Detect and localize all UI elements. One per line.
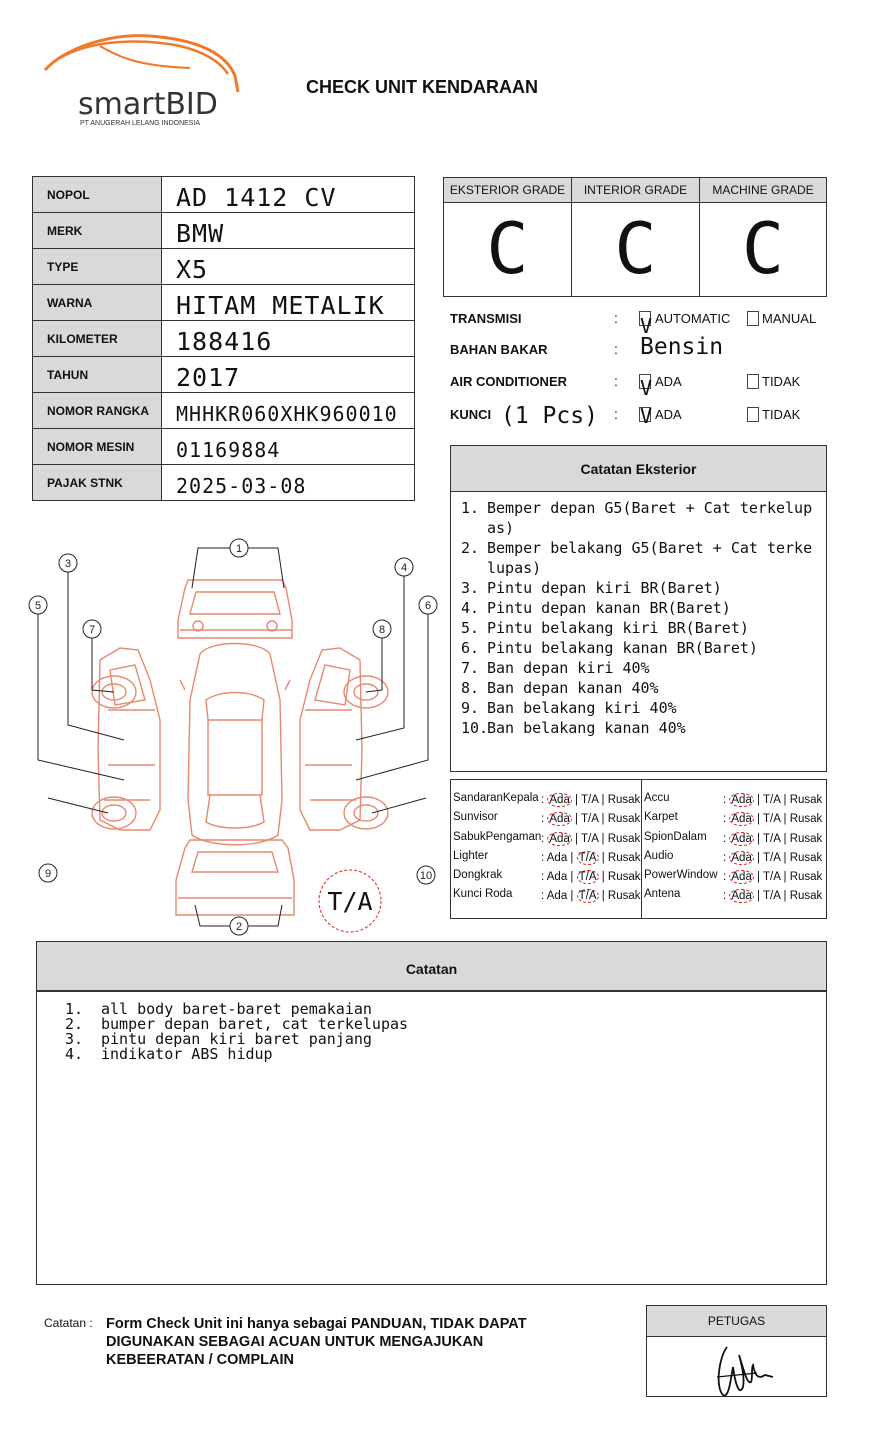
notes-title: Catatan bbox=[37, 942, 826, 992]
checklist-row bbox=[451, 869, 641, 888]
vehicle-info-label: NOPOL bbox=[33, 177, 162, 213]
exterior-note-text: Pintu belakang kiri BR(Baret) bbox=[487, 619, 749, 637]
ac-label: AIR CONDITIONER bbox=[450, 374, 567, 389]
grade-machine bbox=[700, 178, 826, 296]
checklist-options: : Ada | T/A | Rusak bbox=[723, 851, 823, 864]
checklist-item-name: SpionDalam bbox=[644, 830, 707, 843]
checklist-option-rusak[interactable]: Rusak bbox=[607, 794, 641, 806]
checklist-options: : Ada | T/A | Rusak bbox=[541, 832, 641, 845]
damage-marker-label: 7 bbox=[88, 624, 96, 636]
exterior-note-text: Pintu depan kiri BR(Baret) bbox=[487, 579, 722, 597]
exterior-note-text: Pintu belakang kanan BR(Baret) bbox=[487, 639, 758, 657]
bahan-bakar-label: BAHAN BAKAR bbox=[450, 342, 548, 357]
exterior-note-text: Ban depan kanan 40% bbox=[487, 679, 659, 697]
page-title: CHECK UNIT KENDARAAN bbox=[306, 77, 538, 97]
checklist-item-name: Kunci Roda bbox=[453, 888, 513, 901]
grade-value: C bbox=[486, 208, 529, 290]
signature-image bbox=[647, 1337, 828, 1397]
exterior-note-item bbox=[461, 658, 826, 678]
checklist-option-ta[interactable]: T/A bbox=[763, 832, 781, 845]
checklist-option-rusak[interactable]: Rusak bbox=[607, 890, 641, 903]
damage-marker-label: 1 bbox=[235, 543, 243, 555]
checklist-row bbox=[451, 792, 641, 811]
vehicle-info-row bbox=[33, 393, 415, 429]
damage-marker-label: 3 bbox=[64, 558, 72, 570]
checklist-column-right bbox=[642, 780, 826, 918]
colon: : bbox=[614, 310, 618, 326]
vehicle-info-row bbox=[33, 321, 415, 357]
check-mark-icon: V bbox=[640, 314, 653, 338]
checklist-item-name: Antena bbox=[644, 888, 681, 901]
checklist-option-ta[interactable]: T/A bbox=[581, 832, 599, 845]
grade-label: EKSTERIOR GRADE bbox=[444, 178, 571, 203]
checklist-option-ta[interactable]: T/A bbox=[578, 890, 597, 903]
vehicle-info-value: 01169884 bbox=[162, 429, 415, 465]
damage-marker-label: 8 bbox=[378, 624, 386, 636]
vehicle-info-row bbox=[33, 213, 415, 249]
ac-tidak-checkbox[interactable] bbox=[747, 374, 759, 389]
checklist-row bbox=[451, 831, 641, 850]
checklist-row bbox=[451, 850, 641, 869]
vehicle-info-value: X5 bbox=[162, 249, 415, 285]
vehicle-info-label: MERK bbox=[33, 213, 162, 249]
note-text: bumper depan baret, cat terkelupas bbox=[101, 1015, 409, 1033]
vehicle-info-label: WARNA bbox=[33, 285, 162, 321]
exterior-note-number: 4. bbox=[461, 599, 480, 617]
grade-table bbox=[443, 177, 827, 297]
checklist-item-name: Accu bbox=[644, 792, 670, 804]
ac-ada-option: ADA bbox=[655, 374, 682, 389]
exterior-note-text: Ban belakang kiri 40% bbox=[487, 699, 677, 717]
vehicle-info-table bbox=[32, 176, 415, 501]
checklist-option-ta[interactable]: T/A bbox=[578, 851, 597, 864]
grade-interior bbox=[572, 178, 700, 296]
note-text: pintu depan kiri baret panjang bbox=[101, 1030, 372, 1048]
checklist-row bbox=[642, 869, 826, 888]
note-number: 3. bbox=[65, 1030, 84, 1048]
grade-label: INTERIOR GRADE bbox=[572, 178, 699, 203]
checklist-option-ada[interactable]: Ada bbox=[731, 832, 752, 845]
damage-marker-label: 9 bbox=[44, 868, 52, 880]
vehicle-info-row bbox=[33, 285, 415, 321]
checklist-options: : Ada | T/A | Rusak bbox=[541, 890, 641, 903]
checklist-option-ada[interactable]: Ada bbox=[546, 851, 568, 864]
checklist-row bbox=[642, 831, 826, 850]
grade-value: C bbox=[614, 208, 657, 290]
vehicle-info-label: TAHUN bbox=[33, 357, 162, 393]
ta-stamp: T/A bbox=[327, 887, 373, 916]
vehicle-info-value: 2017 bbox=[162, 357, 415, 393]
note-number: 1. bbox=[65, 1000, 84, 1018]
checklist-option-ada[interactable]: Ada bbox=[546, 871, 568, 884]
company-logo bbox=[40, 28, 245, 130]
checklist-item-name: SabukPengaman bbox=[453, 830, 542, 843]
checklist-item-name: Dongkrak bbox=[453, 869, 503, 882]
note-number: 4. bbox=[65, 1045, 84, 1063]
checklist-option-rusak[interactable]: Rusak bbox=[789, 851, 823, 864]
kunci-count: (1 Pcs) bbox=[501, 403, 598, 429]
damage-marker-label: 6 bbox=[424, 600, 432, 612]
checklist-options: : Ada | T/A | Rusak bbox=[723, 813, 823, 826]
checklist-options: : Ada | T/A | Rusak bbox=[541, 813, 641, 826]
checklist-options: : Ada | T/A | Rusak bbox=[723, 871, 823, 884]
exterior-note-number: 9. bbox=[461, 699, 480, 717]
checklist-row bbox=[451, 888, 641, 907]
vehicle-info-value: HITAM METALIK bbox=[162, 285, 415, 321]
car-damage-diagram bbox=[20, 530, 440, 940]
checklist-option-rusak[interactable]: Rusak bbox=[607, 851, 641, 864]
exterior-note-item bbox=[461, 598, 826, 618]
checklist-option-ada[interactable]: Ada bbox=[731, 890, 752, 903]
exterior-note-text: Bemper depan G5(Baret + Cat terkelup as) bbox=[487, 499, 813, 537]
marker-leaders bbox=[38, 548, 428, 926]
damage-marker-label: 5 bbox=[34, 600, 42, 612]
exterior-note-item bbox=[461, 578, 826, 598]
exterior-note-number: 3. bbox=[461, 579, 480, 597]
checklist-item-name: Sunvisor bbox=[453, 811, 498, 824]
exterior-note-item bbox=[461, 638, 826, 658]
vehicle-info-label: TYPE bbox=[33, 249, 162, 285]
manual-option: MANUAL bbox=[762, 311, 817, 326]
checklist-item-name: Lighter bbox=[453, 849, 489, 862]
exterior-note-text: Bemper belakang G5(Baret + Cat terke lupas) bbox=[487, 539, 813, 577]
kunci-label: KUNCI bbox=[450, 407, 492, 422]
kunci-tidak-option: TIDAK bbox=[762, 407, 801, 422]
checklist-option-ada[interactable]: Ada bbox=[731, 794, 752, 806]
exterior-note-item bbox=[461, 678, 826, 698]
checklist-column-left bbox=[451, 780, 642, 918]
note-number: 2. bbox=[65, 1015, 84, 1033]
damage-marker-label: 10 bbox=[419, 870, 433, 882]
checklist-item-name: SandaranKepala bbox=[453, 792, 539, 804]
petugas-label: PETUGAS bbox=[647, 1306, 826, 1337]
notes-list bbox=[37, 992, 826, 1062]
exterior-note-item bbox=[461, 618, 826, 638]
colon: : bbox=[614, 373, 618, 389]
checklist-option-ta[interactable]: T/A bbox=[763, 813, 781, 826]
checklist-option-rusak[interactable]: Rusak bbox=[607, 832, 641, 845]
vehicle-info-row bbox=[33, 465, 415, 501]
checklist-option-ada[interactable]: Ada bbox=[549, 794, 570, 806]
checklist-item-name: Karpet bbox=[644, 811, 678, 824]
checklist-item-name: Audio bbox=[644, 849, 674, 862]
exterior-note-item bbox=[461, 498, 826, 538]
checklist-option-ta[interactable]: T/A bbox=[578, 871, 597, 884]
checklist-item-name: PowerWindow bbox=[644, 869, 718, 882]
exterior-note-item bbox=[461, 538, 826, 578]
checklist-option-ta[interactable]: T/A bbox=[581, 813, 599, 826]
checklist-row bbox=[642, 888, 826, 907]
vehicle-info-label: NOMOR RANGKA bbox=[33, 393, 162, 429]
checklist-option-ta[interactable]: T/A bbox=[763, 851, 781, 864]
note-item bbox=[65, 1047, 826, 1062]
exterior-note-text: Ban belakang kanan 40% bbox=[487, 719, 686, 737]
vehicle-info-label: PAJAK STNK bbox=[33, 465, 162, 501]
checklist-option-ada[interactable]: Ada bbox=[731, 813, 752, 826]
footer-label: Catatan : bbox=[44, 1316, 93, 1330]
grade-value: C bbox=[741, 208, 785, 290]
interior-checklist bbox=[450, 779, 827, 919]
vehicle-info-value: AD 1412 CV bbox=[162, 177, 415, 213]
checklist-options: : Ada | T/A | Rusak bbox=[541, 794, 641, 806]
vehicle-info-value: 2025-03-08 bbox=[162, 465, 415, 501]
vehicle-info-label: KILOMETER bbox=[33, 321, 162, 357]
checklist-option-rusak[interactable]: Rusak bbox=[789, 794, 823, 806]
check-mark-icon: V bbox=[640, 376, 653, 400]
checklist-option-ta[interactable]: T/A bbox=[763, 794, 781, 806]
footer-disclaimer: Form Check Unit ini hanya sebagai PANDUAN, TIDAK DAPAT DIGUNAKAN SEBAGAI ACUAN UNTUK MENGAJUKAN KEBEERATAN / COMPLAIN bbox=[106, 1316, 527, 1368]
checklist-option-rusak[interactable]: Rusak bbox=[789, 813, 823, 826]
checklist-row bbox=[642, 850, 826, 869]
logo-wordmark: smartBID bbox=[78, 87, 218, 122]
checklist-option-rusak[interactable]: Rusak bbox=[789, 890, 823, 903]
checklist-options: : Ada | T/A | Rusak bbox=[723, 794, 823, 806]
exterior-note-item bbox=[461, 718, 826, 738]
colon: : bbox=[614, 406, 618, 422]
grade-label: MACHINE GRADE bbox=[700, 178, 826, 203]
note-text: indikator ABS hidup bbox=[101, 1045, 273, 1063]
grade-exterior bbox=[444, 178, 572, 296]
checklist-option-ada[interactable]: Ada bbox=[549, 813, 570, 826]
checklist-row bbox=[642, 811, 826, 830]
exterior-note-number: 1. bbox=[461, 499, 480, 517]
vehicle-info-label: NOMOR MESIN bbox=[33, 429, 162, 465]
petugas-signature-box bbox=[646, 1305, 827, 1397]
exterior-note-item bbox=[461, 698, 826, 718]
exterior-note-text: Ban depan kiri 40% bbox=[487, 659, 650, 677]
logo-subtitle: PT ANUGERAH LELANG INDONESIA bbox=[80, 120, 201, 127]
bahan-bakar-value: Bensin bbox=[640, 334, 724, 360]
ac-tidak-option: TIDAK bbox=[762, 374, 801, 389]
exterior-note-text: Pintu depan kanan BR(Baret) bbox=[487, 599, 731, 617]
checklist-options: : Ada | T/A | Rusak bbox=[723, 832, 823, 845]
exterior-note-number: 10. bbox=[461, 719, 489, 737]
vehicle-info-row bbox=[33, 429, 415, 465]
vehicle-info-row bbox=[33, 357, 415, 393]
checklist-option-rusak[interactable]: Rusak bbox=[789, 832, 823, 845]
automatic-option: AUTOMATIC bbox=[655, 311, 731, 326]
exterior-note-number: 8. bbox=[461, 679, 480, 697]
exterior-notes-list bbox=[451, 492, 826, 738]
checklist-option-ta[interactable]: T/A bbox=[581, 794, 599, 806]
vehicle-info-value: 188416 bbox=[162, 321, 415, 357]
exterior-note-number: 2. bbox=[461, 539, 480, 557]
vehicle-info-row bbox=[33, 177, 415, 213]
colon: : bbox=[614, 341, 618, 357]
checklist-row bbox=[642, 792, 826, 811]
exterior-notes-title: Catatan Eksterior bbox=[451, 446, 826, 492]
car-outline bbox=[92, 580, 388, 915]
checklist-option-ta[interactable]: T/A bbox=[763, 871, 781, 884]
vehicle-info-value: BMW bbox=[162, 213, 415, 249]
checklist-options: : Ada | T/A | Rusak bbox=[541, 871, 641, 884]
checklist-option-ta[interactable]: T/A bbox=[763, 890, 781, 903]
vehicle-info-row bbox=[33, 249, 415, 285]
checklist-row bbox=[451, 811, 641, 830]
exterior-note-number: 7. bbox=[461, 659, 480, 677]
kunci-tidak-checkbox[interactable] bbox=[747, 407, 759, 422]
checklist-option-ada[interactable]: Ada bbox=[731, 871, 752, 884]
manual-checkbox[interactable] bbox=[747, 311, 759, 326]
note-text: all body baret-baret pemakaian bbox=[101, 1000, 372, 1018]
vehicle-info-value: MHHKR060XHK960010 bbox=[162, 393, 415, 429]
checklist-option-ada[interactable]: Ada bbox=[546, 890, 568, 903]
checklist-options: : Ada | T/A | Rusak bbox=[541, 851, 641, 864]
checklist-option-rusak[interactable]: Rusak bbox=[607, 813, 641, 826]
checklist-option-rusak[interactable]: Rusak bbox=[789, 871, 823, 884]
exterior-note-number: 6. bbox=[461, 639, 480, 657]
damage-marker-label: 2 bbox=[235, 921, 243, 933]
notes-panel bbox=[36, 941, 827, 1285]
checklist-option-ada[interactable]: Ada bbox=[549, 832, 570, 845]
checklist-option-rusak[interactable]: Rusak bbox=[607, 871, 641, 884]
kunci-ada-option: ADA bbox=[655, 407, 682, 422]
transmisi-label: TRANSMISI bbox=[450, 311, 522, 326]
exterior-note-number: 5. bbox=[461, 619, 480, 637]
checklist-option-ada[interactable]: Ada bbox=[731, 851, 752, 864]
check-mark-icon: V bbox=[640, 404, 653, 428]
checklist-options: : Ada | T/A | Rusak bbox=[723, 890, 823, 903]
damage-marker-label: 4 bbox=[400, 562, 408, 574]
exterior-notes-panel bbox=[450, 445, 827, 772]
